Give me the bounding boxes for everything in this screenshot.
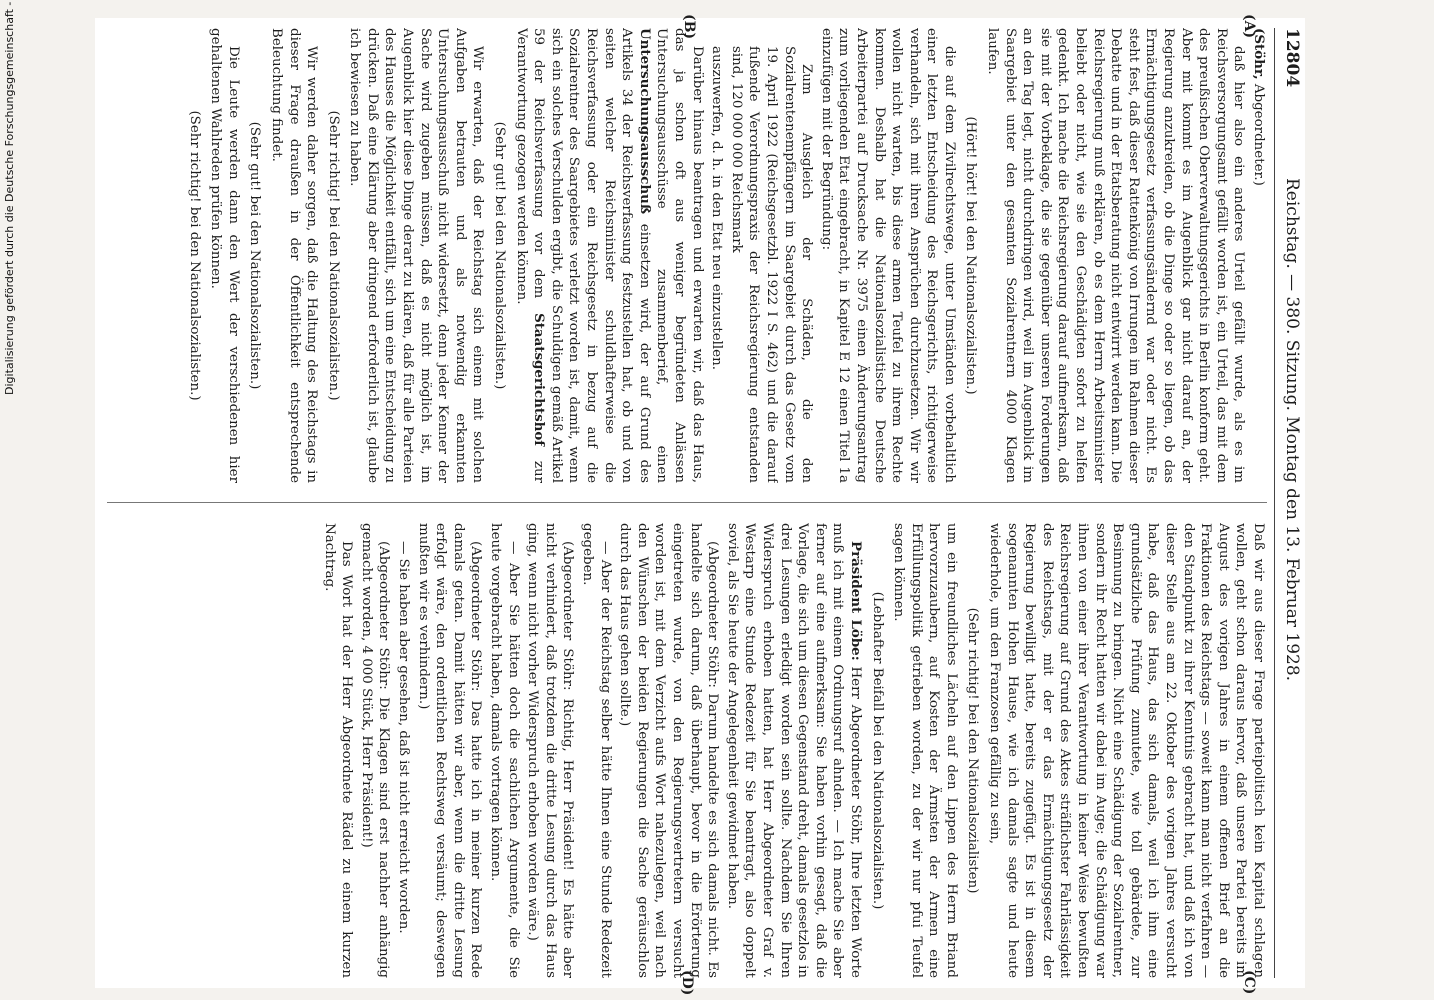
margin-mark-c: (C) xyxy=(1241,970,1257,995)
page-number: 12804 xyxy=(1282,28,1302,88)
column-divider xyxy=(107,502,1267,503)
paragraph: (Sehr richtig! bei den Nationalsozialisten.) xyxy=(325,110,341,401)
paragraph: (Sehr gut! bei den Nationalsozialisten.) xyxy=(492,121,508,390)
paragraph: Präsident Löbe: Herr Abgeordneter Stöhr, Ihre letzten Worte muß ich mit einem Ordnungsruf ahnden. — Ich mache Sie aber ferner auf eine aufmerksam: Sie haben vorhin gesagt, daß die Vorlage, die sich um diesen Gegenstand dreht, damals gesetzlos in drei Lesungen erledigt worden sein sollte. Nachdem Sie Ihren Widerspruch erhoben hatten, hat Herr Abgeordneter Graf v. Westarp eine Stunde Redezeit für Sie beantragt, also doppelt soviel, als Sie heute der Angelegenheit gewidmet haben. xyxy=(724,523,864,978)
paragraph: (Sehr richtig! bei den Nationalsozialisten) xyxy=(965,607,981,894)
paragraph: um ein freundliches Lächeln auf den Lippen des Herrn Briand hervorzuzaubern, auf Kosten der Ärmsten der Armen eine Erfüllungspolitik getrieben worden, zu der wir nur pfui Teufel sagen können. xyxy=(891,523,959,978)
paragraph: (Abgeordneter Stöhr: Richtig, Herr Präsident! Es hätte aber nicht verhindert, daß trotzdem die dritte Lesung durch das Haus ging, wenn nicht vorher Widerspruch erhoben worden wäre.) xyxy=(525,523,576,978)
margin-mark-d: (D) xyxy=(679,970,695,996)
margin-mark-a: (A) xyxy=(1241,14,1257,39)
paragraph: (Lebhafter Beifall bei den Nationalsozialisten.) xyxy=(869,591,885,910)
paragraph: Das Wort hat der Herr Abgeordnete Rädel zu einem kurzen Nachtrag. xyxy=(321,523,355,978)
paragraph: Daß wir aus dieser Frage parteipolitisch kein Kapital schlagen wollen, geht schon daraus hervor, daß unsere Partei bereits im August des vorigen Jahres in einem offenen Brief an die Fraktionen des Reichstags — soweit kann man nicht verfahren — den Standpunkt zu ihrer Kenntnis gebracht hat, und daß ich von dieser Stelle aus am 22. Oktober des vorigen Jahres versucht habe, daß das Haus, das sich damals, weil ich ihm eine grundsätzliche Prüfung zumutete, wie toll gebärdete, zur Besinnung zu bringen. Nicht eine Schädigung der Sozialrentner, sondern ihr Recht hatten wir dabei im Auge; die Schädigung war ihnen von einer ihrer Verantwortung in keiner Weise bewußten Reichsregierung auf Grund des Aktes sträflichster Fahrlässigkeit des Reichstags, mit der er das Ermächtigungsgesetz der Regierung bewilligt hatte, bereits zugefügt. Es ist in diesem sogenannten Hohen Hause, wie ich damals sagte und heute wiederhole, um den Franzosen gefällig zu sein, xyxy=(987,523,1266,978)
page-header xyxy=(1279,28,1305,978)
running-head: Reichstag. — 380. Sitzung. Montag den 13. Februar 1928. xyxy=(1282,178,1302,682)
paragraph: — Sie haben aber gesehen, daß ist nicht erreicht worden. xyxy=(396,541,412,934)
paragraph: Wir erwarten, daß der Reichstag sich einem mit solchen Aufgaben betrauten und als notwendig erkannten Untersuchungsausschuß nicht widersetzt, denn jeder Kenner der Sache wird zugeben müssen, daß es nicht möglich ist, im Augenblick hier diese Dinge derart zu klären, daß für alle Parteien des Hauses die Möglichkeit entfällt, sich um eine Entscheidung zu drücken. Daß eine Klärung aber dringend erforderlich ist, glaube ich bewiesen zu haben. xyxy=(347,28,486,483)
right-column xyxy=(107,523,1267,978)
paragraph: daß hier also ein anderes Urteil gefällt wurde, als es im Reichsversorgungsamt gefällt worden ist, ein Urteil, das mit dem des preußischen Oberverwaltungsgerichts in Berlin konform geht. Aber mit kommt es im Augenblick gar nicht darauf an, der Regierung anzukreiden, ob die Dinge so oder so liegen, ob das Ermächtigungsgesetz verfassungsändernd war oder nicht. Es steht fest, daß dieser Rattenkönig von Irrungen im Rahmen dieser Debatte und in der Etatsberatung nicht entwirrt werden kann. Die Reichsregierung muß erklären, ob es dem Herrn Arbeitsminister beliebt oder nicht, wie sie den Geschädigten sofort zu helfen gedenkt. Ich mache die Reichsregierung darauf aufmerksam, daß sie mit der Vorbeklage, die sie gegenüber unseren Forderungen an den Tag legt, nicht durchdringen wird, weil im Augenblick im Saargebiet unter den gesamten Sozialrentnern 4000 Klagen laufen. xyxy=(985,28,1247,483)
paragraph: — Aber der Reichstag selber hätte Ihnen eine Stunde Redezeit gegeben. xyxy=(580,523,613,978)
paragraph: (Hört! hört! bei den Nationalsozialisten.) xyxy=(963,116,979,395)
paragraph: (Abgeordneter Stöhr: Die Klagen sind erst nachher anhängig gemacht worden, 4 000 Stück, Herr Präsident!) xyxy=(358,523,392,978)
paragraph: — Aber Sie hätten doch die sachlichen Argumente, die Sie heute vorgebracht haben, damals vortragen können. xyxy=(488,523,521,978)
digitization-credit xyxy=(2,0,18,995)
paragraph: die auf dem Zivilrechtswege, unter Umständen vorbehaltlich einer letzten Entscheidung des Reichsgerichts, richtigerweise verhandeln, sich mit ihren Ansprüchen durchzusetzen. Wir wir wollen nicht warten, bis diese armen Teufel zu ihrem Rechte kommen. Deshalb hat die Nationalsozialistische Deutsche Arbeiterpartei auf Drucksache Nr. 3975 einen Änderungsantrag zum vorliegenden Etat eingebracht, in Kapitel E 12 einen Titel 1a einzufügen mit der Begründung: xyxy=(818,28,957,483)
paragraph: (Stöhr, Abgeordneter.) xyxy=(1251,28,1267,186)
margin-mark-b: (B) xyxy=(681,14,697,40)
paragraph: (Sehr gut! bei den Nationalsozialisten.) xyxy=(247,121,263,390)
scanned-page xyxy=(95,14,1305,996)
credit-text: Digitalisierung gefördert durch die Deutsche Forschungsgemeinschaft - xyxy=(3,1,16,395)
left-column xyxy=(107,28,1267,483)
paragraph: (Abgeordneter Stöhr: Das hatte ich in meiner kurzen Rede damals getan. Damit hätten wir aber, wenn die dritte Lesung erfolgt wäre, den ordentlichen Rechtsweg versäumt; deswegen mußten wir es verhindern.) xyxy=(415,523,484,978)
header-rule xyxy=(1274,28,1275,978)
paragraph: (Sehr richtig! bei den Nationalsozialisten.) xyxy=(186,110,202,401)
paragraph: auszuwerfen, d. h. in den Etat neu einzustellen. xyxy=(709,46,725,370)
paragraph: Die Leute werden dann den Wert der verschiedenen hier gehaltenen Wahlreden prüfen können. xyxy=(208,28,241,483)
paragraph: Darüber hinaus beantragen und erwarten wir, daß das Haus, das ja schon oft aus weniger begründeten Anlässen Untersuchungsausschüsse zusammenberief, einen Untersuchungsausschuß einsetzen wird, der auf Grund des Artikels 34 der Reichsverfassung festzustellen hat, ob und von seiten welcher Reichsminister schuldhafterweise die Reichsverfassung oder ein Reichsgesetz in bezug auf die Sozialrentner des Saargebietes verletzt worden ist, damit, wenn sich ein solches Verschulden ergibt, die Schuldigen gemäß Artikel 59 der Reichsverfassung vor dem Staatsgerichtshof zur Verantwortung gezogen werden können. xyxy=(513,28,705,483)
paragraph: Wir werden daher sorgen, daß die Haltung des Reichstags in dieser Frage draußen in der Öffentlichkeit entsprechende Beleuchtung findet. xyxy=(268,28,320,483)
paragraph: (Abgeordneter Stöhr: Darum handelte es sich damals nicht. Es handelte sich darum, daß überhaupt, bevor in die Erörterung eingetreten wurde, von den Regierungsvertretern versucht worden ist, mit dem Verzicht aufs Wort nahezulegen, weil nach den Wünschen der beiden Regierungen die Sache geräuschlos durch das Haus gehen sollte.) xyxy=(617,523,721,978)
paragraph: Zum Ausgleich der Schäden, die den Sozialrentenempfängern im Saargebiet durch das Gesetz vom 19. April 1922 (Reichsgesetzbl. 1922 I S. 462) und die darauf fußende Verordnungspraxis der Reichsregierung entstanden sind, 120 000 000 Reichsmark xyxy=(728,46,815,483)
